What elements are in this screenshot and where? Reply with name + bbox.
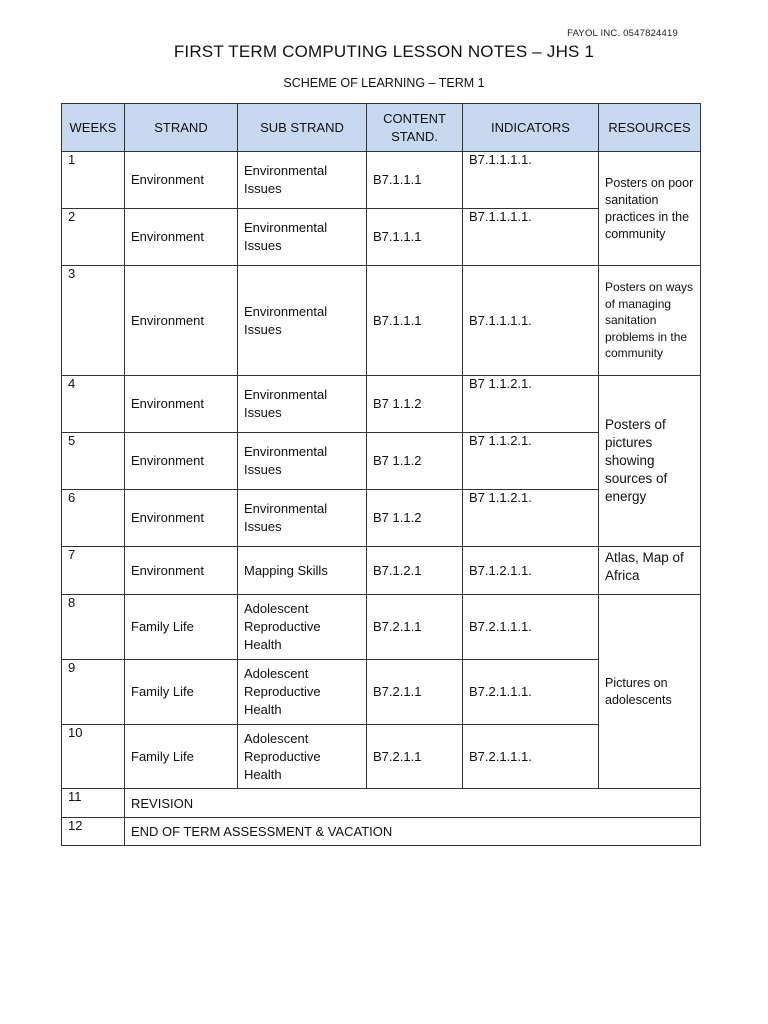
resources-cell: Atlas, Map of Africa: [599, 547, 701, 595]
table-row: [62, 789, 701, 818]
strand-cell: Environment: [125, 433, 238, 490]
resources-cell: Posters of pictures showing sources of energy: [599, 376, 701, 547]
indicator-cell: B7 1.1.2.1.: [463, 433, 599, 490]
table-row: [62, 266, 701, 376]
table-row: [62, 818, 701, 846]
week-cell: 12: [62, 818, 125, 846]
week-cell: 2: [62, 209, 125, 266]
strand-cell: Family Life: [125, 595, 238, 660]
content-standard-cell: B7.2.1.1: [367, 595, 463, 660]
content-standard-cell: B7.2.1.1: [367, 725, 463, 789]
sub-strand-cell: Adolescent Reproductive Health: [238, 660, 367, 725]
week-cell: 4: [62, 376, 125, 433]
content-standard-cell: B7 1.1.2: [367, 490, 463, 547]
sub-strand-cell: Environmental Issues: [238, 152, 367, 209]
strand-cell: Family Life: [125, 725, 238, 789]
content-standard-cell: B7 1.1.2: [367, 433, 463, 490]
strand-cell: Environment: [125, 209, 238, 266]
column-header-resources: RESOURCES: [599, 104, 701, 152]
table-row: [62, 152, 701, 209]
week-cell: 8: [62, 595, 125, 660]
content-standard-cell: B7 1.1.2: [367, 376, 463, 433]
resources-cell: Pictures on adolescents: [599, 595, 701, 789]
indicator-cell: B7.1.1.1.1.: [463, 209, 599, 266]
column-header-strand: STRAND: [125, 104, 238, 152]
sub-strand-cell: Environmental Issues: [238, 266, 367, 376]
column-header-indicators: INDICATORS: [463, 104, 599, 152]
indicator-cell: B7.2.1.1.1.: [463, 595, 599, 660]
column-header-content-standard: CONTENT STAND.: [367, 104, 463, 152]
indicator-cell: B7 1.1.2.1.: [463, 376, 599, 433]
strand-cell: Environment: [125, 547, 238, 595]
week-cell: 10: [62, 725, 125, 789]
indicator-cell: B7.1.2.1.1.: [463, 547, 599, 595]
assessment-cell: END OF TERM ASSESSMENT & VACATION: [125, 818, 701, 846]
week-cell: 9: [62, 660, 125, 725]
table-row: [62, 376, 701, 433]
indicator-cell: B7.2.1.1.1.: [463, 725, 599, 789]
resources-cell: Posters on poor sanitation practices in the community: [599, 152, 701, 266]
revision-cell: REVISION: [125, 789, 701, 818]
scheme-table: [61, 103, 701, 846]
content-standard-cell: B7.1.1.1: [367, 266, 463, 376]
strand-cell: Environment: [125, 152, 238, 209]
strand-cell: Environment: [125, 490, 238, 547]
document-title: FIRST TERM COMPUTING LESSON NOTES – JHS 1: [173, 42, 595, 61]
strand-cell: Environment: [125, 376, 238, 433]
strand-cell: Environment: [125, 266, 238, 376]
week-cell: 3: [62, 266, 125, 376]
table-row: [62, 595, 701, 660]
week-cell: 6: [62, 490, 125, 547]
indicator-cell: B7.1.1.1.1.: [463, 266, 599, 376]
strand-cell: Family Life: [125, 660, 238, 725]
resources-cell: Posters on ways of managing sanitation problems in the community: [599, 266, 701, 376]
sub-strand-cell: Adolescent Reproductive Health: [238, 595, 367, 660]
week-cell: 7: [62, 547, 125, 595]
content-standard-cell: B7.1.1.1: [367, 152, 463, 209]
week-cell: 11: [62, 789, 125, 818]
indicator-cell: B7 1.1.2.1.: [463, 490, 599, 547]
indicator-cell: B7.1.1.1.1.: [463, 152, 599, 209]
column-header-sub-strand: SUB STRAND: [238, 104, 367, 152]
sub-strand-cell: Environmental Issues: [238, 490, 367, 547]
header-row: [62, 104, 701, 152]
document-subtitle: SCHEME OF LEARNING – TERM 1: [283, 76, 485, 90]
sub-strand-cell: Environmental Issues: [238, 376, 367, 433]
column-header-weeks: WEEKS: [62, 104, 125, 152]
sub-strand-cell: Environmental Issues: [238, 209, 367, 266]
sub-strand-cell: Adolescent Reproductive Health: [238, 725, 367, 789]
sub-strand-cell: Mapping Skills: [238, 547, 367, 595]
content-standard-cell: B7.2.1.1: [367, 660, 463, 725]
sub-strand-cell: Environmental Issues: [238, 433, 367, 490]
content-standard-cell: B7.1.2.1: [367, 547, 463, 595]
indicator-cell: B7.2.1.1.1.: [463, 660, 599, 725]
week-cell: 1: [62, 152, 125, 209]
content-standard-cell: B7.1.1.1: [367, 209, 463, 266]
table-row: [62, 547, 701, 595]
header-note: FAYOL INC. 0547824419: [567, 28, 678, 39]
week-cell: 5: [62, 433, 125, 490]
